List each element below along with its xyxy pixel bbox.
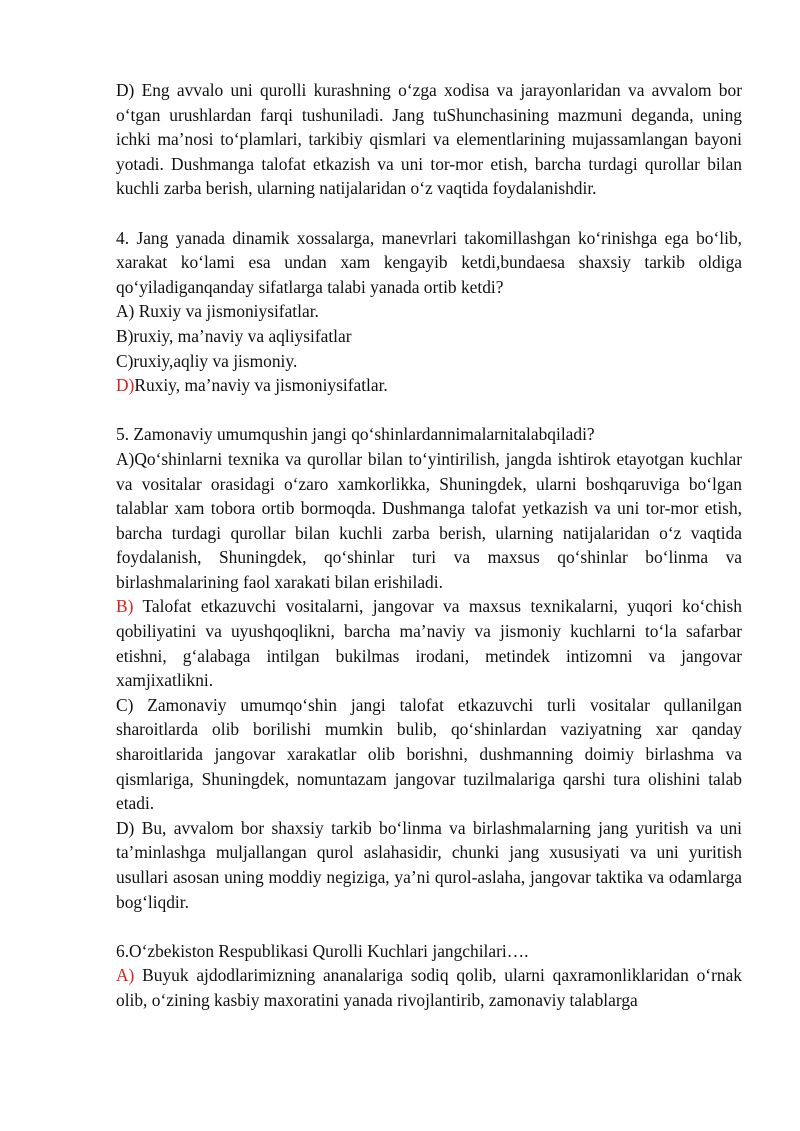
spacer [116,914,742,939]
q5-option-b [116,594,742,692]
q5-option-d: D) Bu, avvalom bor shaxsiy tarkib bo‘linma va birlashmalarning jang yuritish va uni ta’minlashga muljallangan qurol aslahasidir, chunki jang xususiyati va uni yuritish usullari asosan uning moddiy negiziga, ya’ni qurol-aslaha, jangovar taktika va odamlarga bog‘liqdir. [116,817,742,912]
document-page [116,78,742,1013]
q4-option-b: B)ruxiy, ma’naviy va aqliysifatlar [116,325,352,346]
q6-question: 6.O‘zbekiston Respublikasi Qurolli Kuchlari jangchilari…. [116,940,529,961]
q3-option-d: D) Eng avvalo uni qurolli kurashning o‘zga xodisa va jarayonlaridan va avvalom bor o‘tgan urushlardan farqi tushuniladi. Jang tuShunchasining mazmuni deganda, uning ichki ma’nosi to‘plamlari, tarkibiy qismlari va elementlarining mujassamlangan bayoni yotadi. Dushmanga talofat etkazish va uni tor-mor etish, barcha turdagi qurollar bilan kuchli zarba berish, ularning natijalaridan o‘z vaqtida foydalanishdir. [116,80,742,199]
q5-option-c: C) Zamonaviy umumqo‘shin jangi talofat etkazuvchi turli vositalar qullanilgan sharoitlarda olib borilishi mumkin bulib, qo‘shinlardan vaziyatning xar qanday sharoitlarida jangovar xarakatlar olib borishni, dushmanning doimiy birlashma va qismlariga, Shuningdek, nomuntazam jangovar tuzilmalariga qarshi tura olishini talab etadi. [116,694,742,814]
spacer [116,201,742,226]
q5-option-a: A)Qo‘shinlarni texnika va qurollar bilan to‘yintirilish, jangda ishtirok etayotgan kuchlar va vositalar orasidagi o‘zaro xamkorlikka, Shuningdek, ularni boshqaruviga bo‘lgan talablar xam tobora ortib bormoqda. Dushmanga talofat yetkazish va uni tor-mor etish, barcha turdagi qurollar bilan kuchli zarba berish, ularning natijalaridan o‘z vaqtida foydalanish, Shuningdek, qo‘shinlar turi va maxsus qo‘shinlar bo‘linma va birlashmalarining faol xarakati bilan erishiladi. [116,448,742,592]
q4-option-d [116,373,742,398]
q4-question: 4. Jang yanada dinamik xossalarga, manevrlari takomillashgan ko‘rinishga ega bo‘lib, xarakat ko‘lami esa undan xam kengayib ketdi,bundaesa shaxsiy tarkib oldiga qo‘yiladiganqanday sifatlarga talabi yanada ortib ketdi? [116,227,742,297]
q6-correct-mark: A) [116,965,135,986]
spacer [116,398,742,423]
q5-correct-mark: B) [116,596,134,617]
q4-option-c: C)ruxiy,aqliy va jismoniy. [116,350,298,371]
q4-option-a: A) Ruxiy va jismoniysifatlar. [116,301,319,322]
q6-option-a-text: Buyuk ajdodlarimizning ananalariga sodiq qolib, ularni qaxramonliklaridan o‘rnak olib, o‘zining kasbiy maxoratini yanada rivojlantirib, zamonaviy talablarga [116,965,742,1010]
q5-question: 5. Zamonaviy umumqushin jangi qo‘shinlardannimalarnitalabqiladi? [116,424,595,445]
q5-option-b-text: Talofat etkazuvchi vositalarni, jangovar va maxsus texnikalarni, yuqori ko‘chish qobiliyatini va uyushqoqlikni, barcha ma’naviy va jismoniy kuchlarni to‘la safarbar etishni, g‘alabaga intilgan bukilmas irodani, metindek intizomni va jangovar xamjixatlikni. [116,596,742,691]
q4-correct-mark: D) [116,375,135,396]
q6-option-a [116,963,742,1012]
q4-option-d-text: Ruxiy, ma’naviy va jismoniysifatlar. [134,375,388,396]
